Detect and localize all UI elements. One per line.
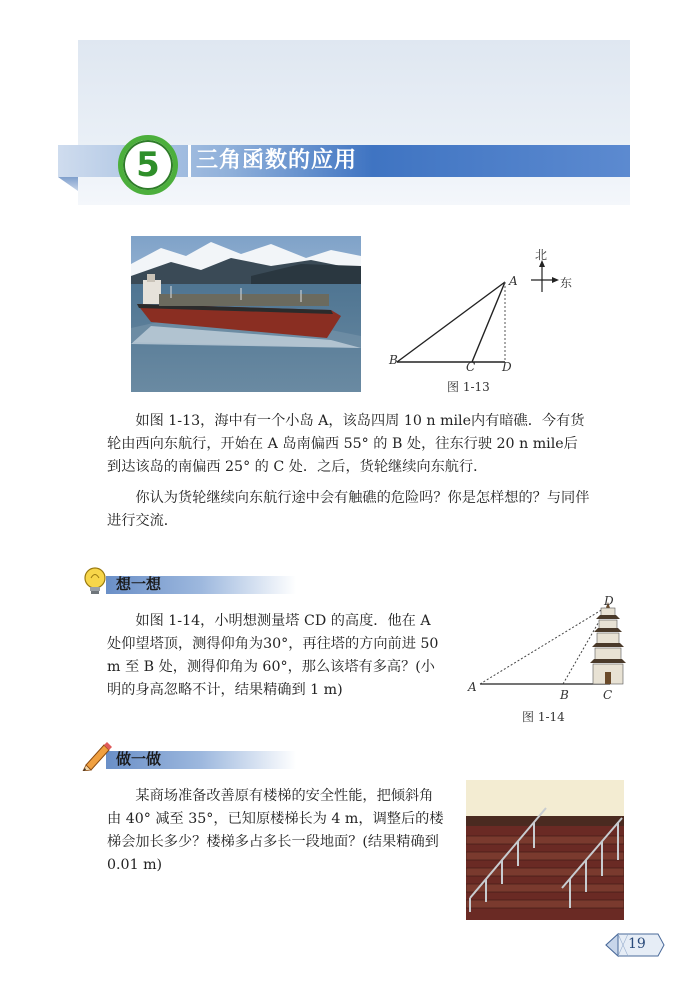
point-a-label: A	[509, 274, 518, 288]
pagoda-illustration	[590, 602, 626, 684]
lightbulb-icon	[82, 566, 108, 598]
title-separator	[188, 145, 191, 177]
pencil-icon	[80, 739, 112, 771]
fig14-point-d-label: D	[604, 594, 614, 608]
figure-1-13-diagram	[385, 250, 585, 380]
compass-east-label: 东	[560, 276, 573, 290]
compass-north-label: 北	[535, 248, 548, 262]
fig14-point-c-label: C	[603, 688, 613, 702]
fig14-point-b-label: B	[560, 688, 569, 702]
section-number-badge	[118, 135, 178, 195]
staircase-illustration	[466, 780, 624, 920]
figure-1-14-caption: 图 1-14	[522, 710, 565, 724]
point-b-label: B	[389, 353, 398, 367]
point-c-label: C	[466, 360, 476, 374]
page-title: 三角函数的应用	[196, 148, 358, 173]
think-title: 想一想	[116, 575, 162, 593]
fig14-point-a-label: A	[468, 680, 477, 694]
page-number-ornament	[604, 930, 666, 960]
think-section-header	[78, 570, 308, 596]
staircase-drawing	[466, 780, 624, 920]
page-number: 19	[628, 936, 646, 952]
intro-paragraph-1: 如图 1-13，海中有一个小岛 A，该岛四周 10 n mile内有暗礁．今有货轮由西向东航行，开始在 A 岛南偏西 55° 的 B 处，往东行驶 20 n mile后到达该岛的南偏西 25° 的 C 处．之后，货轮继续向东航行．	[107, 413, 585, 475]
figure-1-13-caption: 图 1-13	[447, 380, 490, 394]
section-number: 5	[136, 145, 160, 185]
figure-1-14-diagram	[470, 592, 635, 702]
ship-photo	[131, 236, 361, 392]
do-title: 做一做	[116, 750, 162, 768]
compass-east-arrow	[552, 277, 559, 283]
intro-paragraph-2: 你认为货轮继续向东航行途中会有触礁的危险吗？你是怎样想的？与同伴进行交流．	[107, 490, 590, 529]
do-text: 某商场准备改善原有楼梯的安全性能，把倾斜角由 40° 减至 35°，已知原楼梯长为 4 m，调整后的楼梯会加长多少？楼梯多占多长一段地面？(结果精确到 0.01 m)	[107, 788, 444, 873]
title-band-fold	[58, 177, 78, 191]
point-d-label: D	[502, 360, 512, 374]
sightline-a	[480, 606, 608, 684]
do-section-header	[78, 745, 308, 771]
ship-illustration	[131, 236, 361, 392]
think-text: 如图 1-14，小明想测量塔 CD 的高度．他在 A 处仰望塔顶，测得仰角为30°，再往塔的方向前进 50 m 至 B 处，测得仰角为 60°，那么该塔有多高？(小明的身高忽略不计，结果精确到 1 m)	[107, 613, 439, 698]
